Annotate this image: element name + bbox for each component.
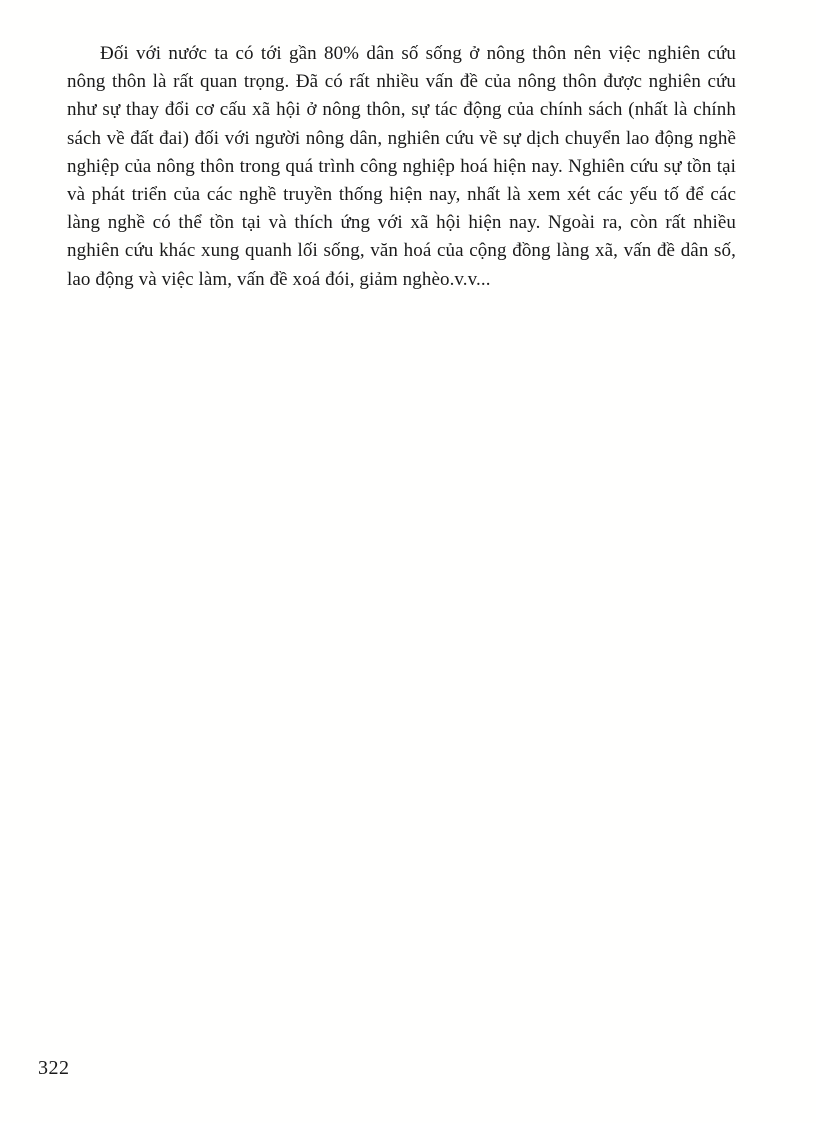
page-number: 322 bbox=[38, 1057, 70, 1079]
body-paragraph: Đối với nước ta có tới gần 80% dân số sống ở nông thôn nên việc nghiên cứu nông thôn là rất quan trọng. Đã có rất nhiều vấn đề của nông thôn được nghiên cứu như sự thay đổi cơ cấu xã hội ở nông thôn, sự tác động của chính sách (nhất là chính sách về đất đai) đối với người nông dân, nghiên cứu về sự dịch chuyển lao động nghề nghiệp của nông thôn trong quá trình công nghiệp hoá hiện nay. Nghiên cứu sự tồn tại và phát triển của các nghề truyền thống hiện nay, nhất là xem xét các yếu tố để các làng nghề có thể tồn tại và thích ứng với xã hội hiện nay. Ngoài ra, còn rất nhiều nghiên cứu khác xung quanh lối sống, văn hoá của cộng đồng làng xã, vấn đề dân số, lao động và việc làm, vấn đề xoá đói, giảm nghèo.v.v... bbox=[67, 43, 736, 290]
